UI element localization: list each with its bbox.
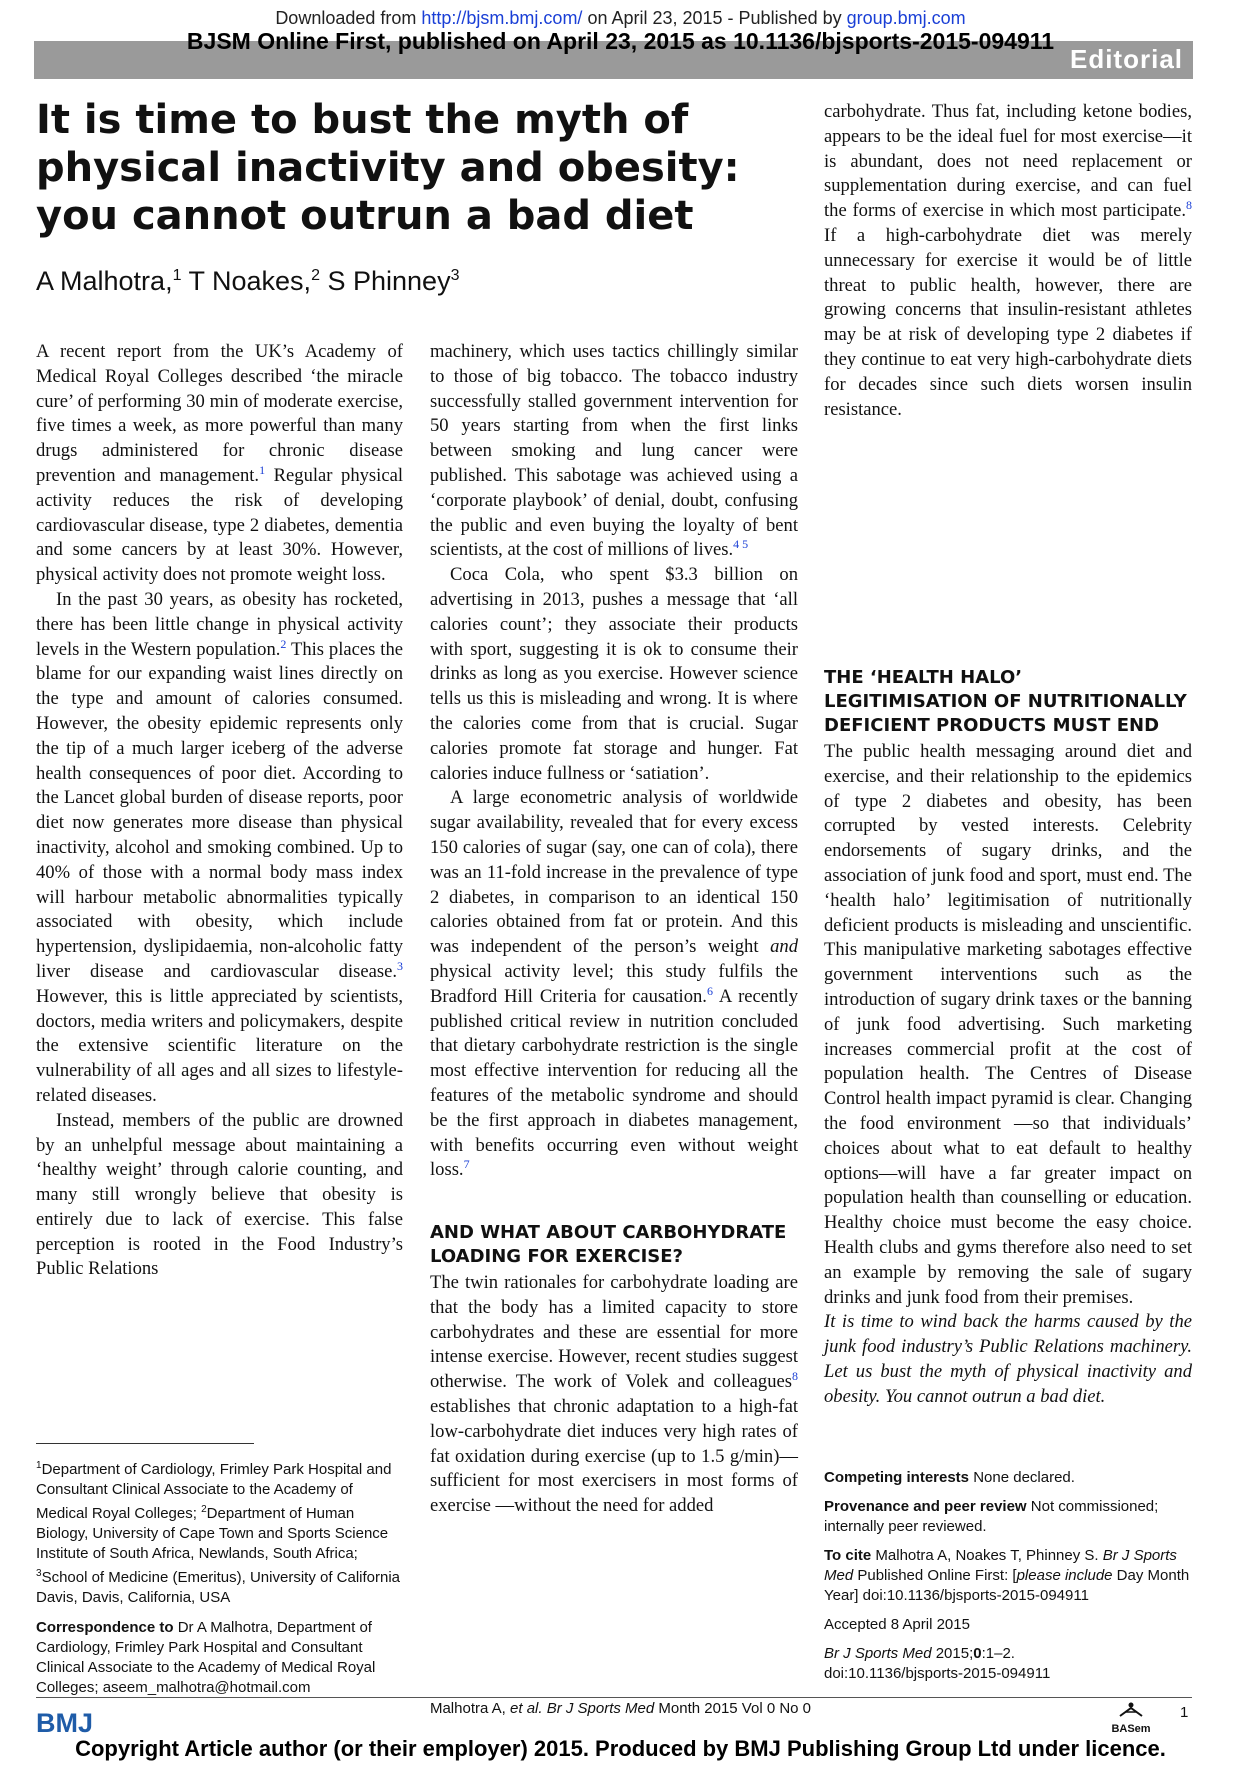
correspondence	[36, 1618, 403, 1698]
affiliation-marker: 3	[36, 1568, 42, 1579]
meta-text: 2015;	[931, 1645, 974, 1662]
download-line	[0, 8, 1241, 29]
download-middle: on April 23, 2015 - Published by	[582, 8, 847, 28]
paragraph	[824, 100, 1192, 422]
to-cite	[824, 1546, 1192, 1606]
paragraph	[430, 786, 798, 1183]
affiliations-footnote	[36, 1456, 403, 1708]
text-run: physical activity level; this study fulfils the Bradford Hill Criteria for causation.	[430, 960, 798, 1007]
affiliation-text: Department of Human Biology, University of Cape Town and Sports Science Institute of South Africa, Newlands, South Africa;	[36, 1505, 389, 1562]
competing-interests	[824, 1468, 1192, 1488]
paragraph	[430, 1271, 798, 1519]
meta-text: Day Month Year] doi:10.1136/bjsports-2015-094911	[824, 1567, 1190, 1604]
affiliation-text: School of Medicine (Emeritus), University of California Davis, Davis, California, USA	[36, 1569, 401, 1606]
affiliation-marker: 1	[36, 1460, 42, 1471]
accepted-date: Accepted 8 April 2015	[824, 1616, 970, 1633]
paragraph	[430, 340, 798, 563]
text-run: However, this is little appreciated by scientists, doctors, media writers and policymakers, despite the extensive scientific literature on the vulnerability of all ages and all sizes to lifestyle-related diseases.	[36, 985, 403, 1106]
article-title: It is time to bust the myth of physical inactivity and obesity: you cannot outrun a bad diet	[36, 97, 740, 239]
author-affiliation-ref: 2	[311, 267, 320, 284]
bmj-logo: BMJ	[36, 1708, 94, 1738]
footer-text: Malhotra A,	[429, 1700, 511, 1717]
section-heading-carbohydrate: AND WHAT ABOUT CARBOHYDRATE LOADING FOR EXERCISE?	[430, 1222, 787, 1268]
publisher-link[interactable]: group.bmj.com	[846, 8, 966, 28]
paragraph: Coca Cola, who spent $3.3 billion on advertising in 2013, pushes a message that ‘all calories count’; they associate their products with sport, suggesting it is ok to consume their drinks as long as you exercise. However science tells us this is misleading and wrong. It is where the calories come from that is crucial. Sugar calories promote fat storage and hunger. Fat calories induce fullness or ‘satiation’.	[430, 564, 798, 784]
correspondence-label: Correspondence to	[36, 1619, 174, 1636]
author-affiliation-ref: 1	[172, 267, 182, 284]
journal-name: Br J Sports Med	[824, 1547, 1177, 1584]
text-run: machinery, which uses tactics chillingly similar to those of big tobacco. The tobacco industry successfully stalled government intervention for 50 years starting from when the first links between smoking and lung cancer were published. This sabotage was achieved using a ‘corporate playbook’ of denial, doubt, confusing the public and even buying the loyalty of bent scientists, at the cost of millions of lives.	[430, 341, 798, 561]
meta-text: Malhotra A, Noakes T, Phinney S.	[871, 1547, 1103, 1564]
meta-text: Not commissioned; internally peer reviewed.	[824, 1498, 1159, 1535]
text-run: Regular physical activity reduces the risk of developing cardiovascular disease, type 2 diabetes, dementia and some cancers by at least 30%. However, physical activity does not promote weight loss.	[36, 464, 403, 586]
journal-name: Br J Sports Med	[824, 1645, 932, 1662]
footer-rule	[36, 1697, 1192, 1698]
meta-text: :1–2.	[981, 1645, 1015, 1662]
site-link[interactable]: http://bjsm.bmj.com/	[421, 8, 583, 28]
body-column-3-top	[824, 100, 1192, 422]
paragraph	[36, 340, 403, 588]
body-column-2	[430, 340, 798, 1519]
correspondence-text: Dr A Malhotra, Department of Cardiology, Frimley Park Hospital and Consultant Clinical Associate to the Academy of Medical Royal Colleges; aseem_malhotra@hotmail.com	[36, 1619, 376, 1696]
citation-ref[interactable]: 1	[259, 462, 266, 477]
citation-ref[interactable]: 7	[463, 1157, 470, 1172]
meta-label: Competing interests	[824, 1469, 970, 1486]
download-prefix: Downloaded from	[275, 8, 422, 28]
journal-reference	[824, 1644, 1192, 1664]
text-run: The twin rationales for carbohydrate loading are that the body has a limited capacity to store carbohydrates and these are essential for more intense exercise. However, recent studies suggest otherwise. The work of Volek and colleagues	[430, 1272, 798, 1393]
footer-text: Month 2015 Vol 0 No 0	[654, 1700, 812, 1717]
affiliations	[36, 1456, 403, 1608]
text-run: This places the blame for our expanding waist lines directly on the type and amount of calories consumed. However, the obesity epidemic represents only the tip of a much larger iceberg of the adverse health consequences of poor diet. According to the Lancet global burden of disease reports, poor diet now generates more disease than physical inactivity, alcohol and smoking combined. Up to 40% of those with a normal body mass index will harbour metabolic abnormalities typically associated with obesity, which include hypertension, dyslipidaemia, non-alcoholic fatty liver disease and cardiovascular disease.	[36, 638, 403, 982]
footer-italic: et al. Br J Sports Med	[510, 1700, 655, 1717]
text-run: If a high-carbohydrate diet was merely unnecessary for exercise it would be of little threat to public health, however, there are growing concerns that insulin-resistant athletes may be at risk of developing type 2 diabetes if they continue to eat very high-carbohydrate diets for decades since such diets worsen insulin resistance.	[824, 224, 1192, 420]
author-name: T Noakes,	[188, 266, 312, 296]
affiliation-marker: 2	[201, 1504, 207, 1515]
text-run: A recently published critical review in nutrition concluded that dietary carbohydrate restriction is the single most effective intervention for reducing all the features of the metabolic syndrome and should be the first approach in diabetes management, with benefits occurring even without weight loss.	[430, 985, 798, 1181]
citation-ref[interactable]: 2	[280, 636, 287, 651]
text-run: A recent report from the UK’s Academy of Medical Royal Colleges described ‘the miracle cure’ of performing 30 min of moderate exercise, five times a week, as more powerful than many drugs administered for chronic disease prevention and management.	[36, 341, 403, 486]
citation-ref[interactable]: 6	[706, 983, 713, 998]
doi: doi:10.1136/bjsports-2015-094911	[824, 1665, 1051, 1682]
section-heading-health-halo: THE ‘HEALTH HALO’ LEGITIMISATION OF NUTRITIONALLY DEFICIENT PRODUCTS MUST END	[824, 667, 1187, 736]
footer-citation	[0, 1700, 1241, 1717]
text-run: In the past 30 years, as obesity has rocketed, there has been little change in physical activity levels in the Western population.	[36, 588, 403, 660]
article-meta	[824, 1468, 1192, 1693]
page-number: 1	[1180, 1704, 1189, 1721]
meta-label: Provenance and peer review	[824, 1498, 1027, 1515]
citation-ref[interactable]: 8	[792, 1369, 798, 1384]
body-column-3-bottom	[824, 666, 1192, 1410]
meta-emphasis: please include	[1016, 1567, 1113, 1584]
author-name: S Phinney	[327, 266, 451, 296]
basem-label: BASem	[1111, 1723, 1151, 1735]
author-affiliation-ref: 3	[450, 267, 460, 284]
volume-number: 0	[973, 1645, 982, 1662]
basem-figure-icon	[1117, 1702, 1145, 1718]
text-run: carbohydrate. Thus fat, including ketone bodies, appears to be the ideal fuel for most exercise—it is abundant, does not need replacement or supplementation during exercise, and can fuel the forms of exercise in which most participate.	[824, 101, 1192, 222]
affiliation-text: Department of Cardiology, Frimley Park Hospital and Consultant Clinical Associate to the Academy of Medical Royal Colleges;	[36, 1461, 392, 1522]
closing-paragraph: It is time to wind back the harms caused by the junk food industry’s Public Relations machinery. Let us bust the myth of physical inactivity and obesity. You cannot outrun a bad diet.	[824, 1311, 1192, 1407]
citation-ref[interactable]: 8	[1186, 198, 1192, 212]
meta-text: None declared.	[969, 1469, 1075, 1486]
meta-label: To cite	[824, 1547, 872, 1564]
author-list	[36, 266, 459, 297]
citation-ref[interactable]: 3	[397, 958, 403, 973]
text-run: establishes that chronic adaptation to a high-fat low-carbohydrate diet induces very high rates of fat oxidation during exercise (up to 1.5 g/min)—sufficient for most exercisers in most forms of exercise —without the need for added	[430, 1396, 798, 1517]
paragraph	[36, 588, 403, 1109]
emphasis: and	[770, 936, 798, 958]
paragraph: The public health messaging around diet and exercise, and their relationship to the epidemics of type 2 diabetes and obesity, has been corrupted by vested interests. Celebrity endorsements of sugary drinks, and the association of junk food and sport, must end. The ‘health halo’ legitimisation of nutritionally deficient products is misleading and unscientific. This manipulative marketing sabotages effective government interventions such as the introduction of sugary drink taxes or the banning of junk food advertising. Such marketing increases commercial profit at the cost of population health. The Centres of Disease Control health impact pyramid is clear. Changing the food environment —so that individuals’ choices about what to eat default to healthy options—will have a far greater impact on population health than counselling or education. Healthy choice must become the easy choice. Health clubs and gyms therefore also need to set an example by removing the sale of sugary drinks and junk food from their premises.	[824, 741, 1192, 1308]
provenance	[824, 1497, 1192, 1537]
section-tag: Editorial	[1069, 44, 1183, 74]
copyright-line: Copyright Article author (or their employer) 2015. Produced by BMJ Publishing Group Ltd under licence.	[75, 1736, 1166, 1761]
author-name: A Malhotra,	[36, 266, 173, 296]
body-column-1	[36, 340, 403, 1282]
citation-ref[interactable]: 4 5	[733, 537, 749, 552]
basem-logo	[1105, 1702, 1157, 1735]
meta-text: Published Online First: [	[853, 1567, 1017, 1584]
footnote-rule	[36, 1443, 254, 1444]
text-run: A large econometric analysis of worldwide sugar availability, revealed that for every excess 150 calories of sugar (say, one can of cola), there was an 11-fold increase in the prevalence of type 2 diabetes, in comparison to an identical 150 calories obtained from fat or protein. And this was independent of the person’s weight	[430, 787, 798, 958]
paragraph: Instead, members of the public are drowned by an unhelpful message about maintaining a ‘healthy weight’ through calorie counting, and many still wrongly believe that obesity is entirely due to lack of exercise. This false perception is rooted in the Food Industry’s Public Relations	[36, 1109, 403, 1280]
online-first-banner: BJSM Online First, published on April 23, 2015 as 10.1136/bjsports-2015-094911	[186, 28, 1055, 54]
